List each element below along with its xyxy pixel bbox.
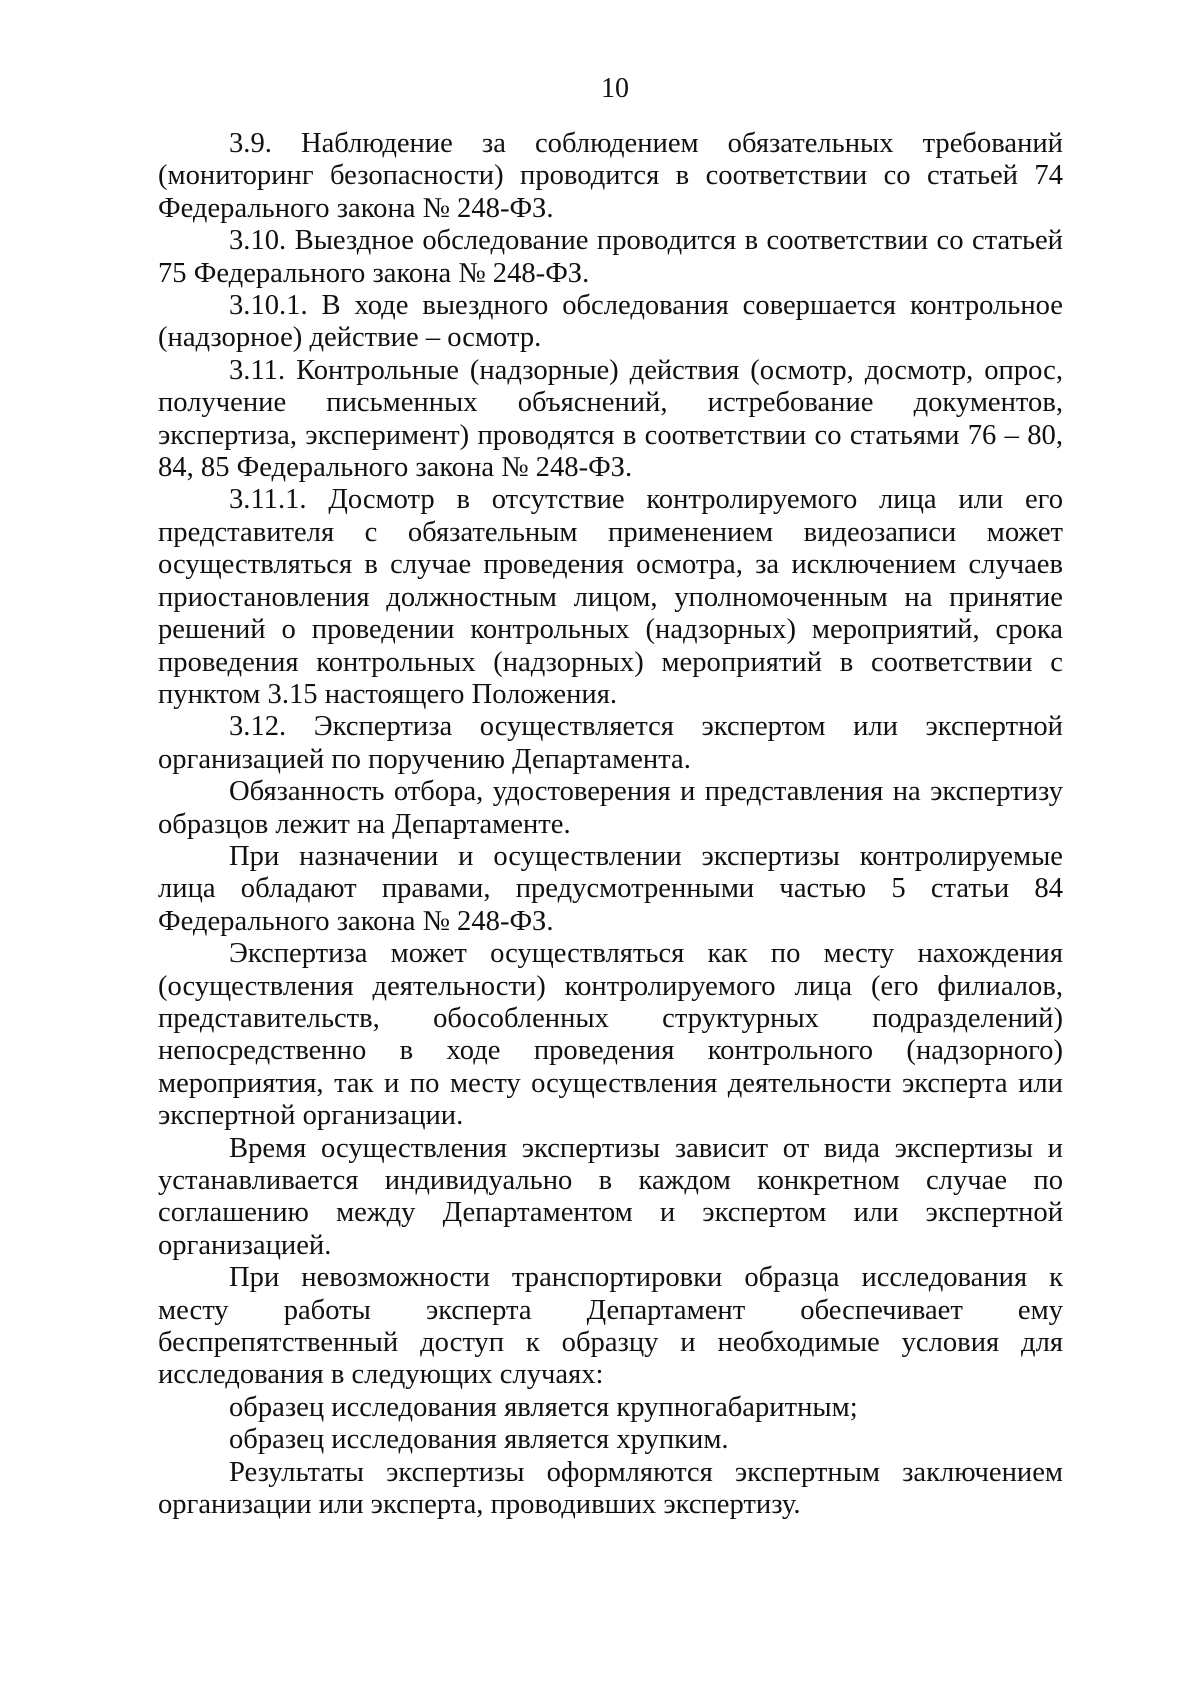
paragraph-expertise-time: Время осуществления экспертизы зависит от вида экспертизы и устанавливается индивидуально в каждом конкретном случае по соглашению между Департаментом и экспертом или экспертной организацией. (158, 1132, 1063, 1261)
paragraph-3-10-1: 3.10.1. В ходе выездного обследования совершается контрольное (надзорное) действие – осмотр. (158, 290, 1063, 354)
list-item-fragile-sample: образец исследования является хрупким. (229, 1424, 729, 1456)
paragraph-3-11-1: 3.11.1. Досмотр в отсутствие контролируемого лица или его представителя с обязательным применением видеозаписи может осуществляться в случае проведения осмотра, за исключением случаев приостановления должностным лицом, уполномоченным на принятие решений о проведении контрольных (надзорных) мероприятий, срока проведения контрольных (надзорных) мероприятий в соответствии с пунктом 3.15 настоящего Положения. (158, 484, 1063, 710)
paragraph-3-9: 3.9. Наблюдение за соблюдением обязательных требований (мониторинг безопасности) проводится в соответствии со статьей 74 Федерального закона № 248-ФЗ. (158, 128, 1063, 224)
paragraph-3-12: 3.12. Экспертиза осуществляется экспертом или экспертной организацией по поручению Департамента. (158, 711, 1063, 775)
paragraph-sample-duty: Обязанность отбора, удостоверения и представления на экспертизу образцов лежит на Департаменте. (158, 776, 1063, 840)
paragraph-3-10: 3.10. Выездное обследование проводится в соответствии со статьей 75 Федерального закона № 248-ФЗ. (158, 225, 1063, 289)
document-body (158, 128, 1063, 1521)
paragraph-3-11: 3.11. Контрольные (надзорные) действия (осмотр, досмотр, опрос, получение письменных объяснений, истребование документов, экспертиза, эксперимент) проводятся в соответствии со статьями 76 – 80, 84, 85 Федерального закона № 248-ФЗ. (158, 354, 1063, 484)
page-number: 10 (601, 73, 629, 104)
list-item-large-sample: образец исследования является крупногабаритным; (229, 1391, 858, 1423)
paragraph-expertise-location: Экспертиза может осуществляться как по месту нахождения (осуществления деятельности) контролируемого лица (его филиалов, представительств, обособленных структурных подразделений) непосредственно в ходе проведения контрольного (надзорного) мероприятия, так и по месту осуществления деятельности эксперта или экспертной организации. (158, 938, 1063, 1132)
paragraph-controlled-rights: При назначении и осуществлении экспертизы контролируемые лица обладают правами, предусмотренными частью 5 статьи 84 Федерального закона № 248-ФЗ. (158, 840, 1063, 937)
paragraph-transport-impossible: При невозможности транспортировки образца исследования к месту работы эксперта Департамент обеспечивает ему беспрепятственный доступ к образцу и необходимые условия для исследования в следующих случаях: (158, 1262, 1063, 1391)
paragraph-expertise-results: Результаты экспертизы оформляются экспертным заключением организации или эксперта, проводивших экспертизу. (158, 1456, 1063, 1521)
